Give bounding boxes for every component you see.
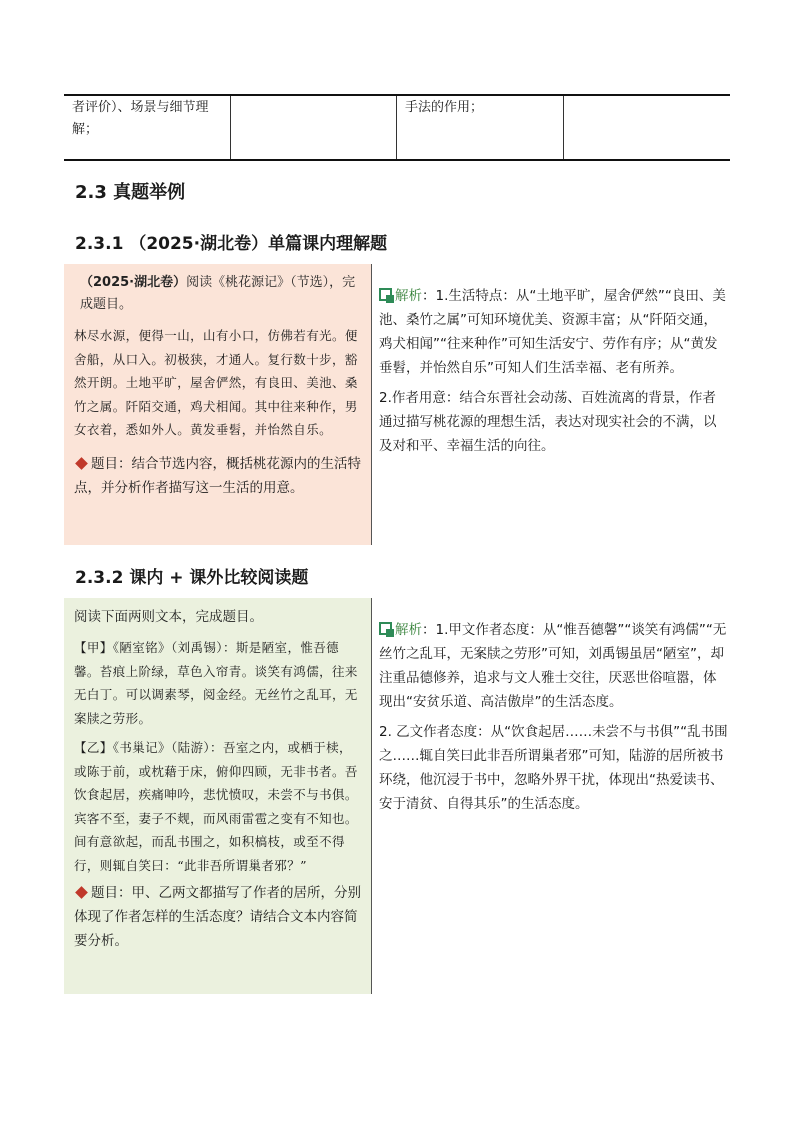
section-heading: 2.3 真题举例 <box>75 182 186 203</box>
criteria-table-fragment <box>64 94 730 161</box>
question-panel <box>64 598 371 994</box>
intro-text: 阅读《桃花源记》（节选），完成题目。 <box>80 275 356 312</box>
table-cell: 手法的作用； <box>396 96 563 159</box>
subsection-heading-1: 2.3.1 （2025·湖北卷）单篇课内理解题 <box>75 234 388 254</box>
question-panel <box>64 264 371 545</box>
answer-text: ：1.甲文作者态度：从“惟吾德馨”“谈笑有鸿儒”“无丝竹之乱耳，无案牍之劳形”可知，刘禹锡虽居“陋室”，却注重品德修养，追求与文人雅士交往，厌恶世俗喧嚣，体现出“安贫乐道、高洁傲岸”的生活态度。 <box>379 622 727 710</box>
answer-paragraph-1 <box>379 618 729 714</box>
answer-panel <box>379 618 729 816</box>
exam-example-1 <box>64 264 730 545</box>
divider <box>371 264 372 545</box>
answer-label: 解析 <box>395 622 422 638</box>
divider <box>371 598 372 994</box>
answer-label: 解析 <box>395 288 422 304</box>
passage-a: 【甲】《陋室铭》（刘禹锡）：斯是陋室，惟吾德馨。苔痕上阶绿，草色入帘青。谈笑有鸿儒，往来无白丁。可以调素琴，阅金经。无丝竹之乱耳，无案牍之劳形。 <box>74 640 358 726</box>
diamond-icon <box>75 457 88 470</box>
answer-paragraph-1 <box>379 284 729 380</box>
table-cell <box>563 96 730 159</box>
checkbox-icon <box>379 288 392 301</box>
diamond-icon <box>75 886 88 899</box>
exam-example-2 <box>64 598 730 994</box>
question-intro: 阅读下面两则文本，完成题目。 <box>74 609 263 625</box>
checkbox-icon <box>379 622 392 635</box>
exam-source: （2025·湖北卷） <box>80 275 187 290</box>
table-cell <box>230 96 396 159</box>
classical-passage: 林尽水源，便得一山，山有小口，仿佛若有光。便舍船，从口入。初极狭，才通人。复行数十步，豁然开朗。土地平旷，屋舍俨然，有良田、美池、桑竹之属。阡陌交通，鸡犬相闻。其中往来种作，男女衣着，悉如外人。黄发垂髫，并怡然自乐。 <box>74 328 358 437</box>
question-text <box>74 881 361 953</box>
question-label: 题目：结合节选内容，概括桃花源内的生活特点，并分析作者描写这一生活的用意。 <box>74 455 361 496</box>
question-intro <box>74 272 361 316</box>
subsection-heading-2: 2.3.2 课内 + 课外比较阅读题 <box>75 568 309 588</box>
passage-b: 【乙】《书巢记》（陆游）：吾室之内，或栖于椟，或陈于前，或枕藉于床，俯仰四顾，无非书者。吾饮食起居，疾痛呻吟，悲忧愤叹，未尝不与书俱。宾客不至，妻子不觌，而风雨雷雹之变有不知也。间有意欲起，而乱书围之，如积槁枝，或至不得行，则辄自笑曰：“此非吾所谓巢者邪？” <box>74 740 358 873</box>
question-text <box>74 452 361 500</box>
answer-paragraph-2: 2. 乙文作者态度：从“饮食起居……未尝不与书俱”“乱书围之……辄自笑曰此非吾所谓巢者邪”可知，陆游的居所被书环绕，他沉浸于书中，忽略外界干扰，体现出“热爱读书、安于清贫、自得其乐”的生活态度。 <box>379 724 728 812</box>
answer-paragraph-2: 2.作者用意：结合东晋社会动荡、百姓流离的背景，作者通过描写桃花源的理想生活，表达对现实社会的不满，以及对和平、幸福生活的向往。 <box>379 390 717 454</box>
table-cell: 者评价）、场景与细节理解； <box>72 100 209 137</box>
answer-panel <box>379 284 729 458</box>
question-label: 题目：甲、乙两文都描写了作者的居所，分别体现了作者怎样的生活态度？请结合文本内容简要分析。 <box>74 885 361 949</box>
answer-text: ：1.生活特点：从“土地平旷，屋舍俨然”“良田、美池、桑竹之属”可知环境优美、资源丰富；从“阡陌交通，鸡犬相闻”“往来种作”可知生活安宁、劳作有序；从“黄发垂髫，并怡然自乐”可知人们生活幸福、老有所养。 <box>379 288 726 376</box>
